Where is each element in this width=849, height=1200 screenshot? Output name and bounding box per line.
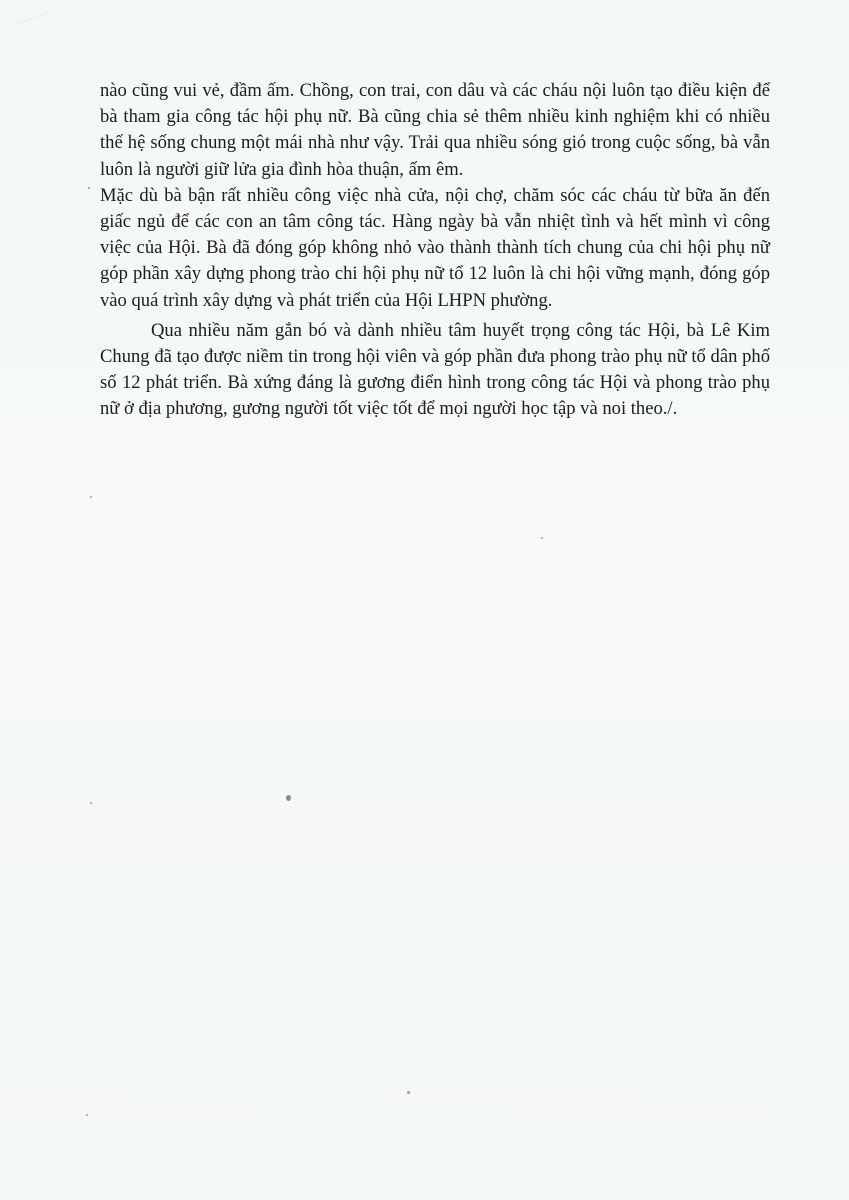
scan-speck (407, 1091, 410, 1094)
scan-corner-mark (12, 12, 54, 41)
scan-speck (90, 496, 92, 498)
scan-speck (541, 537, 543, 539)
scan-speck (88, 187, 90, 189)
scan-speck (86, 1114, 88, 1116)
paragraph-conclusion: Qua nhiều năm gắn bó và dành nhiều tâm huyết trọng công tác Hội, bà Lê Kim Chung đã tạo được niềm tin trong hội viên và góp phần đưa phong trào phụ nữ tổ dân phố số 12 phát triển. Bà xứng đáng là gương điển hình trong công tác Hội và phong trào phụ nữ ở địa phương, gương người tốt việc tốt để mọi người học tập và noi theo./. (100, 319, 770, 420)
scan-speck (90, 802, 92, 804)
document-body (100, 78, 770, 423)
paragraph-family-harmony: nào cũng vui vẻ, đầm ấm. Chồng, con trai, con dâu và các cháu nội luôn tạo điều kiện để bà tham gia công tác hội phụ nữ. Bà cũng chia sẻ thêm nhiều kinh nghiệm khi có nhiều thế hệ sống chung một mái nhà như vậy. Trải qua nhiều sóng gió trong cuộc sống, bà vẫn luôn là người giữ lửa gia đình hòa thuận, ấm êm. (100, 80, 770, 180)
scan-speck (286, 795, 291, 801)
paragraph-daily-work: Mặc dù bà bận rất nhiều công việc nhà cửa, nội chợ, chăm sóc các cháu từ bữa ăn đến giấc ngủ để các con an tâm công tác. Hàng ngày bà vẫn nhiệt tình và hết mình vì công việc của Hội. Bà đã đóng góp không nhỏ vào thành thành tích chung của chi hội phụ nữ góp phần xây dựng phong trào chi hội phụ nữ tổ 12 luôn là chi hội vững mạnh, đóng góp vào quá trình xây dựng và phát triển của Hội LHPN phường. (100, 184, 770, 311)
